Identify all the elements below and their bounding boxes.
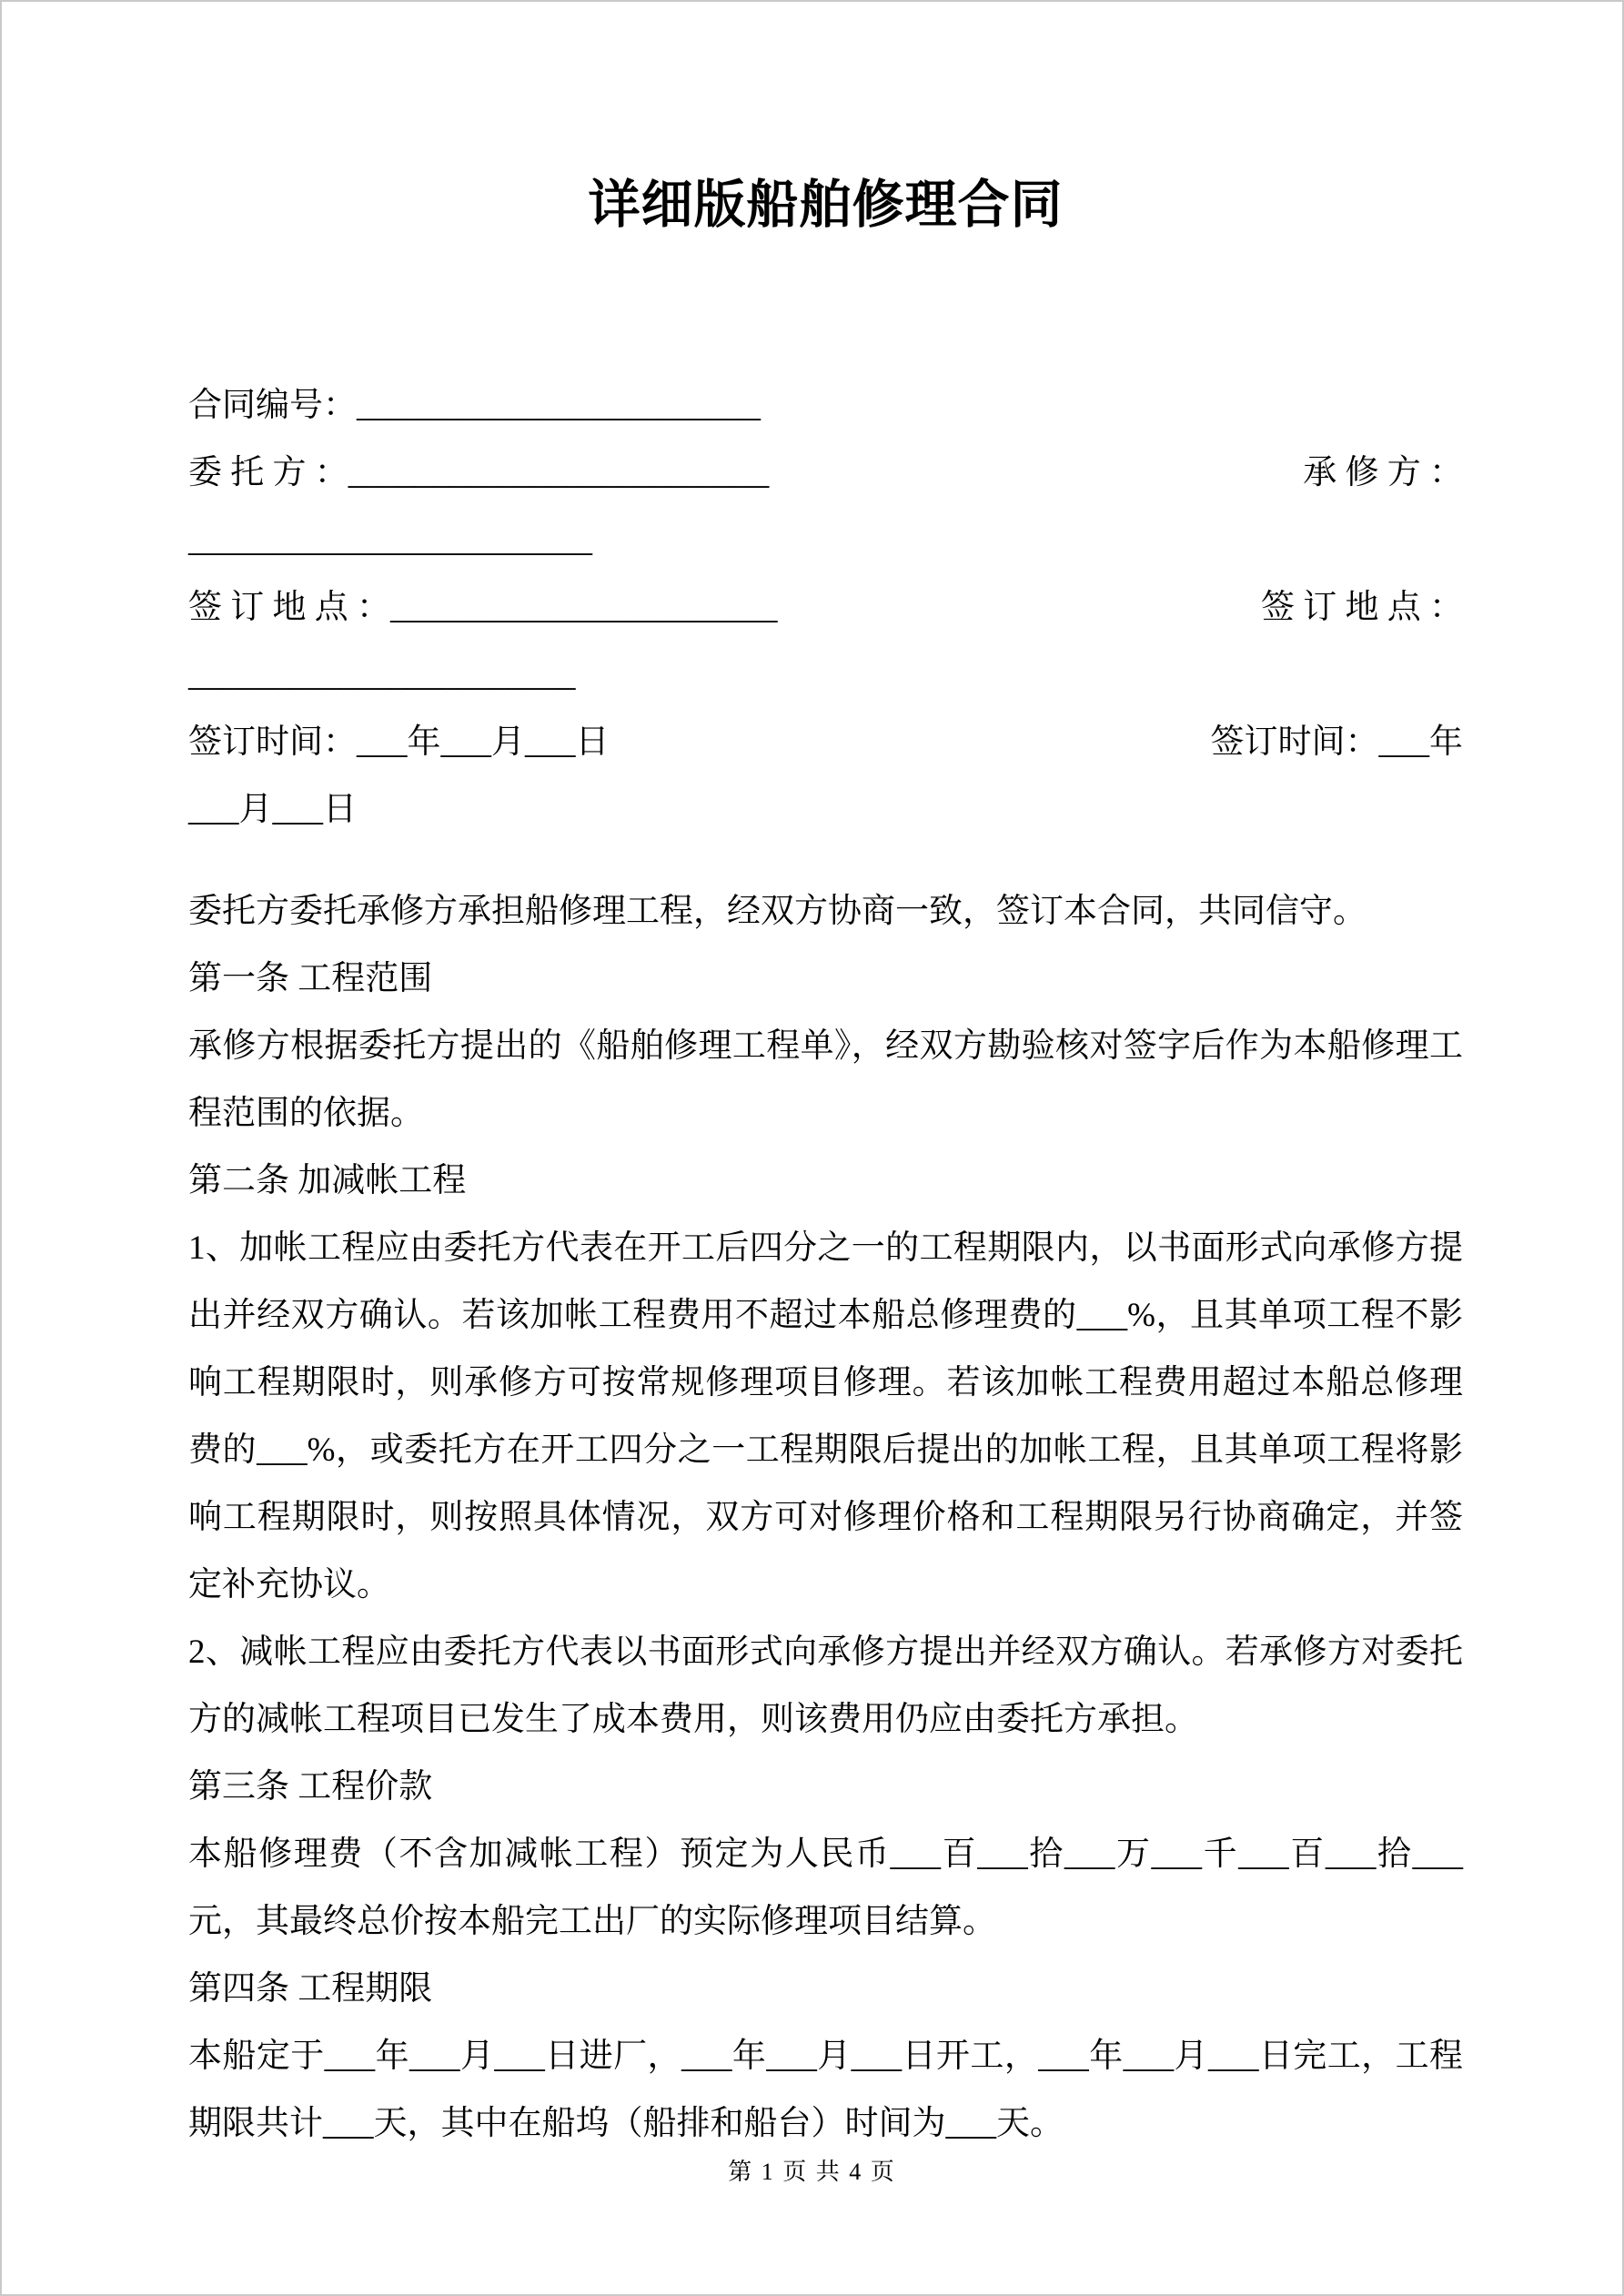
sign-time-left: 签订时间：___年___月___日 [188,723,610,762]
sign-place-label-left: 签 订 地 点 ： [188,589,390,627]
contract-no-blank: ________________________ [357,387,761,425]
body-paragraph: 1、加帐工程应由委托方代表在开工后四分之一的工程期限内，以书面形式向承修方提出并经双方确认。若该加帐工程费用不超过本船总修理费的___%，且其单项工程不影响工程期限时，则承修方可按常规修理项目修理。若该加帐工程费用超过本船总修理费的___%，或委托方在开工四分之一工程期限后提出的加帐工程，且其单项工程将影响工程期限时，则按照具体情况，双方可对修理价格和工程期限另行协商确定，并签定补充协议。 [188,1229,1463,1604]
section-heading: 第一条 工程范围 [188,960,433,998]
contractor-blank: ________________________ [188,521,592,560]
body-paragraph: 委托方委托承修方承担船修理工程，经双方协商一致，签订本合同，共同信守。 [188,893,1367,931]
contractor-label: 承 修 方 ： [1303,454,1463,492]
contract-no-label: 合同编号： [188,387,357,425]
section-heading: 第三条 工程价款 [188,1768,433,1806]
client-blank: _________________________ [348,454,770,492]
page-footer: 第 1 页 共 4 页 [728,2159,896,2185]
sign-place-blank-cont: _______________________ [188,656,576,694]
sign-place-label-right: 签 订 地 点 ： [1261,589,1463,627]
section-heading: 第四条 工程期限 [188,1970,433,2008]
sign-time-cont: ___月___日 [188,791,357,829]
sign-place-blank: _______________________ [390,589,778,627]
sign-time-cont-line [188,776,1463,844]
sign-place-part [188,574,778,642]
header-form [188,372,1463,844]
body-paragraph: 2、减帐工程应由委托方代表以书面形式向承修方提出并经双方确认。若承修方对委托方的减帐工程项目已发生了成本费用，则该费用仍应由委托方承担。 [188,1633,1463,1739]
parties-line [188,440,1463,507]
sign-time-right: 签订时间：___年 [1210,723,1463,762]
sign-place-line [188,574,1463,642]
body-paragraph: 承修方根据委托方提出的《船舶修理工程单》，经双方勘验核对签字后作为本船修理工程范围的依据。 [188,1027,1463,1133]
client-label: 委 托 方 ： [188,454,348,492]
sign-place-blank-line [188,642,1463,709]
document-title: 详细版船舶修理合同 [588,177,1064,234]
sign-time-line [188,709,1463,776]
contractor-blank-line [188,507,1463,574]
section-heading: 第二条 加减帐工程 [188,1162,467,1200]
client-part [188,440,769,507]
body-paragraph: 本船定于___年___月___日进厂，___年___月___日开工，___年___月___日完工，工程期限共计___天，其中在船坞（船排和船台）时间为___天。 [188,2038,1463,2143]
contract-no-line [188,372,1463,440]
body-paragraph: 本船修理费（不含加减帐工程）预定为人民币___百___拾___万___千___百___拾___元，其最终总价按本船完工出厂的实际修理项目结算。 [188,1836,1463,1941]
contract-body [188,878,1463,2158]
